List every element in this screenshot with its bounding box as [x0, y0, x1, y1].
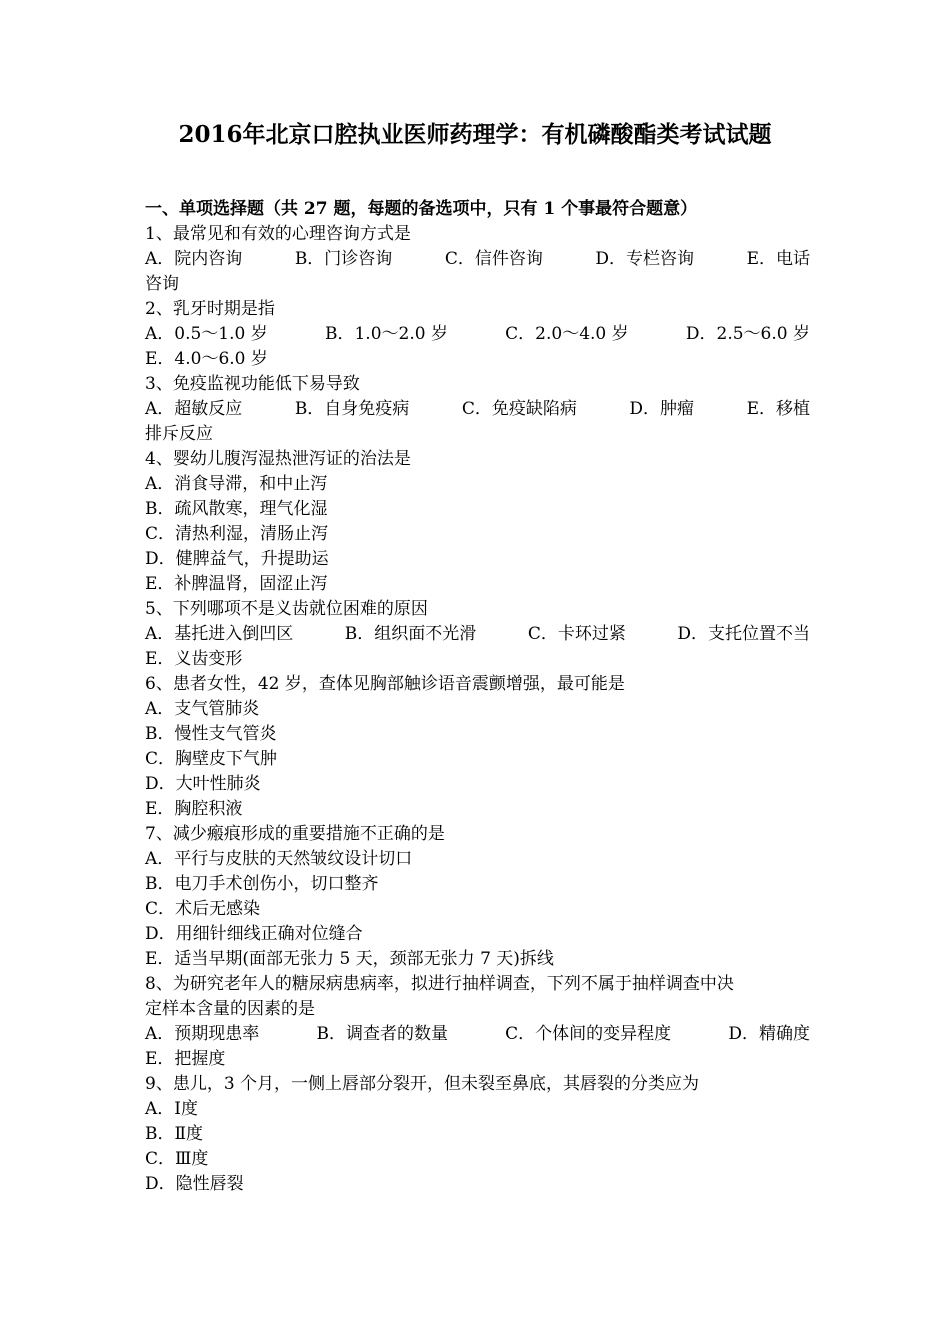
answer-option: A．0.5～1.0 岁 — [145, 324, 268, 344]
question-block — [145, 672, 810, 822]
answer-option: C．清热利湿，清肠止泻 — [145, 524, 329, 544]
answer-option: D．专栏咨询 — [595, 249, 695, 269]
question-stem: 9、患儿，3 个月，一侧上唇部分裂开，但未裂至鼻底，其唇裂的分类应为 — [145, 1074, 700, 1094]
answer-option: C．2.0～4.0 岁 — [505, 324, 629, 344]
answer-option: E．义齿变形 — [145, 649, 243, 669]
answer-option: B．慢性支气管炎 — [145, 724, 277, 744]
answer-option: E．移植 — [746, 399, 810, 419]
answer-option: C．卡环过紧 — [527, 624, 626, 644]
answer-option: E．电话 — [746, 249, 810, 269]
answer-option: E．把握度 — [145, 1049, 226, 1069]
answer-option: A．消食导滞，和中止泻 — [145, 474, 328, 494]
section-heading: 一、单项选择题（共 27 题，每题的备选项中，只有 1 个事最符合题意） — [145, 199, 698, 219]
option-row — [145, 247, 810, 272]
answer-option: C．术后无感染 — [145, 899, 261, 919]
question-stem: 8、为研究老年人的糖尿病患病率，拟进行抽样调查，下列不属于抽样调查中决 — [145, 974, 734, 994]
answer-option: B．疏风散寒，理气化湿 — [145, 499, 328, 519]
answer-option: B．自身免疫病 — [294, 399, 410, 419]
answer-option: D．大叶性肺炎 — [145, 774, 261, 794]
answer-option: C．信件咨询 — [444, 249, 543, 269]
answer-option: 排斥反应 — [145, 424, 213, 444]
question-stem: 定样本含量的因素的是 — [145, 999, 315, 1019]
question-block — [145, 447, 810, 597]
answer-option: C．免疫缺陷病 — [461, 399, 577, 419]
answer-option: D．支托位置不当 — [677, 624, 810, 644]
answer-option: A．超敏反应 — [145, 399, 243, 419]
answer-option: A．平行与皮肤的天然皱纹设计切口 — [145, 849, 413, 869]
answer-option: D．肿瘤 — [629, 399, 695, 419]
question-block — [145, 597, 810, 672]
answer-option: C．Ⅲ度 — [145, 1149, 209, 1169]
question-stem: 2、乳牙时期是指 — [145, 299, 275, 319]
question-block — [145, 372, 810, 447]
question-block — [145, 972, 810, 1072]
answer-option: D．隐性唇裂 — [145, 1174, 244, 1194]
question-block — [145, 297, 810, 372]
answer-option: C．个体间的变异程度 — [505, 1024, 672, 1044]
answer-option: B．1.0～2.0 岁 — [324, 324, 448, 344]
document-title: 2016年北京口腔执业医师药理学：有机磷酸酯类考试试题 — [178, 121, 772, 148]
option-row — [145, 322, 810, 347]
question-stem: 3、免疫监视功能低下易导致 — [145, 374, 360, 394]
answer-option: B．Ⅱ度 — [145, 1124, 204, 1144]
answer-option: B．组织面不光滑 — [344, 624, 477, 644]
answer-option: C．胸壁皮下气肿 — [145, 749, 278, 769]
question-block — [145, 822, 810, 972]
answer-option: B．调查者的数量 — [316, 1024, 448, 1044]
option-row — [145, 622, 810, 647]
answer-option: E．胸腔积液 — [145, 799, 243, 819]
question-stem: 6、患者女性，42 岁，查体见胸部触诊语音震颤增强，最可能是 — [145, 674, 625, 694]
answer-option: A．预期现患率 — [145, 1024, 260, 1044]
question-stem: 4、婴幼儿腹泻湿热泄泻证的治法是 — [145, 449, 411, 469]
answer-option: A．支气管肺炎 — [145, 699, 260, 719]
answer-option: B．电刀手术创伤小，切口整齐 — [145, 874, 379, 894]
answer-option: E．补脾温肾，固涩止泻 — [145, 574, 328, 594]
question-stem: 7、减少瘢痕形成的重要措施不正确的是 — [145, 824, 445, 844]
question-block — [145, 1072, 810, 1197]
answer-option: E．4.0～6.0 岁 — [145, 349, 268, 369]
answer-option: A．基托进入倒凹区 — [145, 624, 294, 644]
question-block — [145, 222, 810, 297]
answer-option: A．院内咨询 — [145, 249, 243, 269]
answer-option: A．Ⅰ度 — [145, 1099, 198, 1119]
option-row — [145, 397, 810, 422]
answer-option: E．适当早期(面部无张力 5 天，颈部无张力 7 天)拆线 — [145, 949, 554, 969]
answer-option: 咨询 — [145, 274, 179, 294]
document-body — [145, 197, 810, 1197]
answer-option: D．2.5～6.0 岁 — [685, 324, 810, 344]
answer-option: D．用细针细线正确对位缝合 — [145, 924, 363, 944]
answer-option: B．门诊咨询 — [294, 249, 393, 269]
answer-option: D．健脾益气，升提助运 — [145, 549, 329, 569]
question-stem: 5、下列哪项不是义齿就位困难的原因 — [145, 599, 428, 619]
option-row — [145, 1022, 810, 1047]
answer-option: D．精确度 — [728, 1024, 810, 1044]
question-stem: 1、最常见和有效的心理咨询方式是 — [145, 224, 411, 244]
